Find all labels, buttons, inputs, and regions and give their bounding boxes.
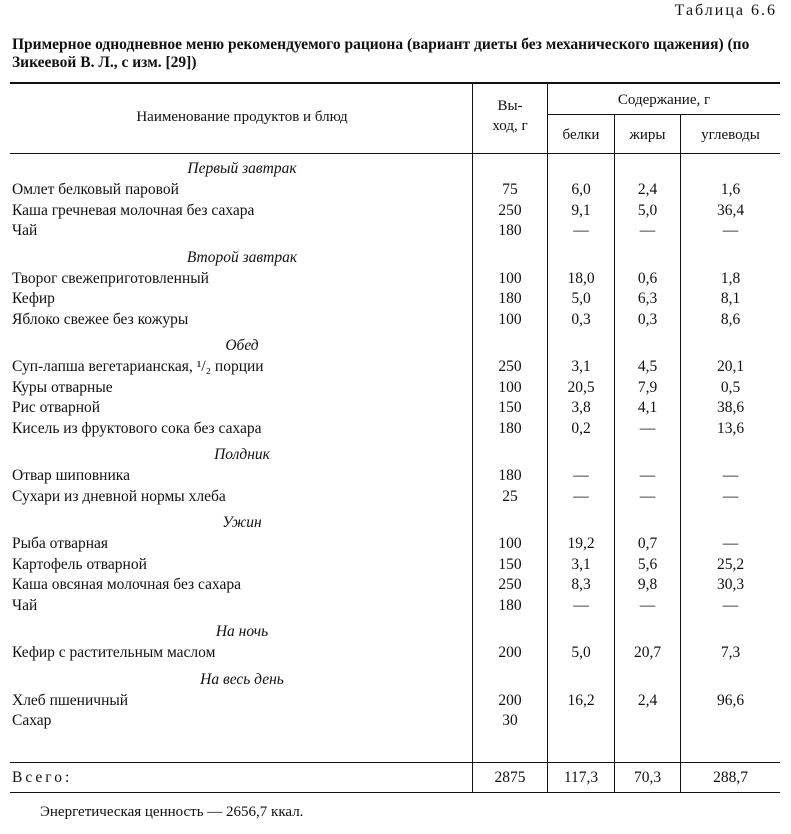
section-heading: Ужин: [222, 514, 262, 531]
row-output: 100: [498, 535, 522, 552]
row-name: Куры отварные: [12, 378, 113, 396]
row-carbs: 96,6: [716, 691, 745, 709]
row-name: Отвар шиповника: [12, 467, 130, 484]
row-carbs: 13,6: [716, 419, 745, 437]
row-output: 200: [498, 644, 522, 661]
row-fats: 0,6: [637, 269, 658, 287]
row-proteins: 8,3: [571, 576, 591, 593]
section-heading: Полдник: [214, 446, 270, 463]
row-fats: 6,3: [637, 290, 658, 307]
row-name: Каша гречневая молочная без сахара: [12, 201, 255, 219]
row-output: 30: [502, 712, 518, 729]
header-output-line2: ход, г: [492, 118, 528, 134]
row-proteins: —: [573, 487, 589, 505]
row-carbs: 0,5: [720, 378, 741, 396]
total-top-rule: [10, 762, 780, 763]
row-proteins: 3,1: [571, 555, 591, 573]
table-number: Таблица 6.6: [674, 2, 777, 19]
row-fats: —: [639, 596, 656, 614]
row-proteins: 5,0: [571, 290, 591, 307]
row-name: Кефир с растительным маслом: [12, 644, 216, 661]
total-proteins: 117,3: [563, 769, 599, 786]
row-name: Чай: [12, 222, 38, 239]
row-fats: 5,6: [637, 555, 658, 573]
row-output: 180: [498, 419, 522, 437]
row-proteins: 9,1: [571, 201, 591, 219]
total-label: Всего:: [12, 769, 73, 786]
row-fats: 4,5: [637, 358, 658, 375]
section-heading: Второй завтрак: [186, 248, 298, 266]
row-proteins: 20,5: [567, 378, 595, 396]
content-header-rule: [547, 114, 780, 115]
row-carbs: 36,4: [716, 201, 745, 219]
row-fats: 0,3: [637, 310, 658, 328]
row-output: 25: [502, 487, 518, 505]
row-proteins: 18,0: [567, 269, 595, 287]
row-fats: 9,8: [637, 576, 658, 593]
row-carbs: 8,1: [720, 290, 741, 307]
row-proteins: 3,1: [571, 358, 591, 375]
row-output: 100: [498, 378, 522, 396]
top-rule: [10, 82, 780, 84]
row-carbs: 8,6: [720, 310, 741, 328]
row-output: 250: [498, 576, 522, 593]
row-name: Каша овсяная молочная без сахара: [12, 576, 242, 593]
row-carbs: —: [722, 487, 739, 505]
section-heading: Обед: [225, 337, 259, 354]
row-name: Творог свежеприготовленный: [12, 269, 209, 287]
row-fats: 2,4: [637, 691, 658, 709]
row-output: 100: [498, 310, 522, 328]
row-name: Картофель отварной: [12, 555, 147, 573]
row-name: Рыба отварная: [12, 535, 109, 552]
row-output: 75: [502, 181, 518, 198]
row-proteins: 3,8: [571, 399, 591, 416]
row-carbs: —: [722, 596, 739, 614]
row-fats: —: [639, 222, 656, 239]
bottom-rule: [10, 792, 780, 793]
row-output: 150: [498, 399, 522, 416]
row-fats: 5,0: [637, 201, 658, 219]
row-proteins: 19,2: [567, 535, 595, 552]
row-carbs: 25,2: [716, 555, 745, 573]
row-output: 100: [498, 269, 522, 287]
row-name: Сахар: [12, 712, 52, 729]
row-fats: 0,7: [637, 535, 658, 552]
total-output: 2875: [494, 769, 526, 786]
section-heading: Первый завтрак: [187, 160, 297, 177]
row-name: Хлеб пшеничный: [12, 691, 129, 709]
row-proteins: 16,2: [567, 691, 595, 709]
table-title: Примерное однодневное меню рекомендуемого рациона (вариант диеты без механического щажения) (по Зикеевой В. Л., с изм. [29]): [12, 36, 750, 71]
row-name: Рис отварной: [12, 399, 101, 416]
row-output: 180: [498, 290, 522, 307]
row-carbs: 30,3: [716, 576, 745, 593]
row-name: Кефир: [12, 290, 55, 307]
row-fats: 20,7: [633, 644, 662, 661]
header-output-line1: Вы-: [497, 98, 523, 114]
row-proteins: —: [573, 467, 589, 484]
total-fats: 70,3: [633, 769, 662, 786]
header-fats: жиры: [629, 127, 666, 143]
header-carbs: углеводы: [701, 127, 760, 143]
row-carbs: —: [722, 535, 739, 552]
row-output: 180: [498, 596, 522, 614]
row-fats: 4,1: [637, 399, 658, 416]
row-fats: —: [639, 487, 656, 505]
row-name: Кисель из фруктового сока без сахара: [12, 419, 262, 437]
row-name: Омлет белковый паровой: [12, 181, 179, 198]
row-output: 180: [498, 222, 522, 239]
row-name: Суп-лапша вегетарианская, ¹/₂ порции: [12, 358, 264, 375]
row-carbs: 38,6: [716, 399, 745, 416]
row-proteins: —: [573, 222, 589, 239]
row-proteins: 0,3: [571, 310, 591, 328]
row-fats: 2,4: [637, 181, 658, 198]
header-bottom-rule: [10, 153, 780, 154]
row-fats: 7,9: [637, 378, 658, 396]
row-carbs: 1,6: [720, 181, 741, 198]
row-name: Яблоко свежее без кожуры: [12, 310, 189, 328]
row-carbs: 7,3: [720, 644, 741, 661]
row-carbs: —: [722, 467, 739, 484]
row-name: Сухари из дневной нормы хлеба: [12, 487, 226, 505]
row-carbs: —: [722, 222, 739, 239]
row-proteins: 5,0: [571, 644, 591, 661]
row-fats: —: [639, 467, 656, 484]
row-proteins: —: [573, 596, 589, 614]
row-output: 200: [498, 691, 522, 709]
row-output: 150: [498, 555, 522, 573]
row-carbs: 1,8: [720, 269, 741, 287]
total-carbs: 288,7: [713, 769, 748, 786]
section-heading: На весь день: [200, 670, 284, 688]
row-proteins: 0,2: [571, 419, 591, 437]
row-output: 250: [498, 201, 522, 219]
row-carbs: 20,1: [716, 358, 745, 375]
row-fats: —: [639, 419, 656, 437]
header-content: Содержание, г: [617, 92, 711, 108]
header-product-name: Наименование продуктов и блюд: [136, 109, 348, 125]
section-heading: На ночь: [215, 623, 269, 640]
row-name: Чай: [12, 596, 38, 614]
energy-footnote: Энергетическая ценность — 2656,7 ккал.: [40, 804, 304, 820]
row-proteins: 6,0: [571, 181, 591, 198]
row-output: 180: [498, 467, 522, 484]
header-proteins: белки: [562, 127, 600, 143]
row-output: 250: [498, 358, 522, 375]
